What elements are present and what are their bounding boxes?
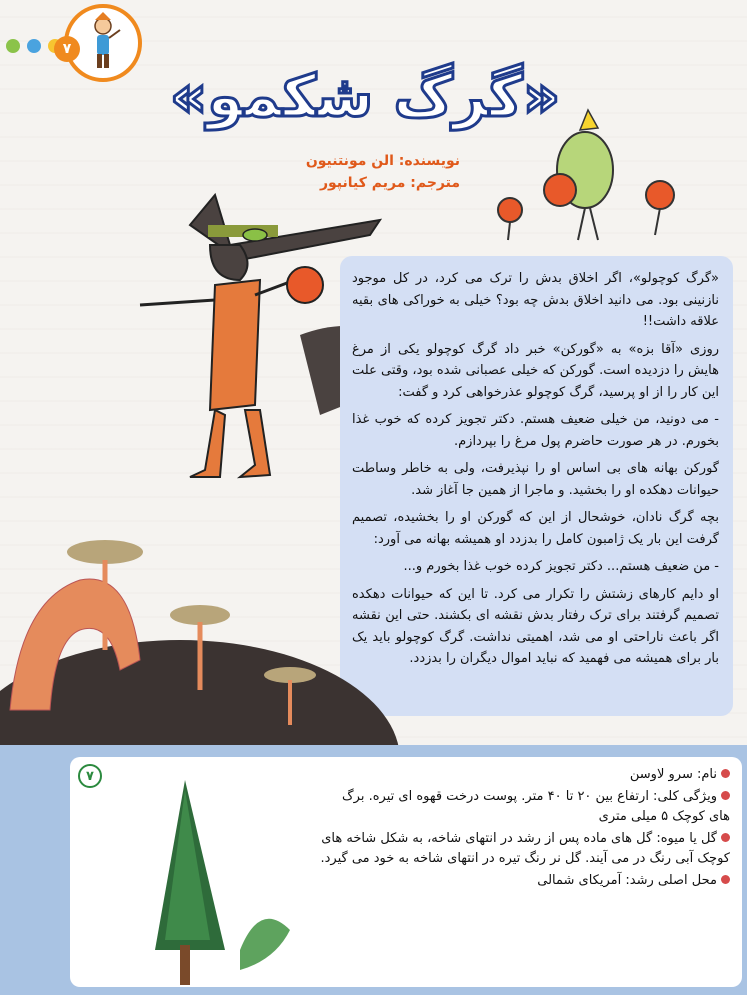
fact-item: ویژگی کلی: ارتفاع بین ۲۰ تا ۴۰ متر. پوست درخت قهوه ای تیره. برگ های کوچک ۵ میلی متری [342, 789, 730, 824]
story-paragraph-6: - من ضعیف هستم... دکتر تجویز کرده خوب غذا بخورم و... [403, 559, 719, 574]
bullet-icon [721, 875, 730, 884]
page-number: ۷ [54, 36, 80, 62]
fact-item: نام: سرو لاوسن [320, 765, 730, 785]
rocks-and-trees-illustration [0, 510, 330, 750]
story-paragraph-7: او دایم کارهای زشتش را تکرار می کرد. تا این که حیوانات دهکده تصمیم گرفتند برای ترک رفتار بدش نقشه ای بکشند. حتی این نقشه اگر باعث ناراحتی او می شد، اهمیتی نداشت. گرگ کوچولو باید یک بار برای همیشه می فهمید که نباید اموال دیگران را بدزدد. [352, 586, 719, 666]
story-paragraph-4: گورکن بهانه های بی اساس او را نپذیرفت، ولی به خاطر وساطت حیوانات دهکده او را بخشید. و ماجرا از همین جا آغاز شد. [352, 461, 719, 498]
story-paragraph-2: روزی «آقا بزه» به «گورکن» خبر داد گرگ کوچولو یکی از مرغ هایش را دزدیده است. گورکن که خیلی عصبانی شده بود، وقتی علت این کار را از او پرسید، گرگ کوچولو عذرخواهی کرد و گفت: [352, 341, 719, 400]
author-line: نویسنده: الن مونتنیون [305, 153, 460, 169]
bullet-icon [721, 833, 730, 842]
bullet-icon [721, 769, 730, 778]
fact-item: محل اصلی رشد: آمریکای شمالی [320, 871, 730, 891]
cypress-tree-illustration [140, 770, 300, 990]
info-number: ۷ [78, 764, 102, 788]
story-paragraph-5: بچه گرگ نادان، خوشحال از این که گورکن او را بخشیده، تصمیم گرفت این بار یک ژامبون کامل را بدزدد او همیشه بهانه می آورد: [352, 510, 719, 547]
story-paragraph-1: «گرگ کوچولو»، اگر اخلاق بدش را ترک می کرد، در کل موجود نازنینی بود. می دانید اخلاق بدش چه بود؟ خیلی به خوراکی های بقیه علاقه داشت!! [352, 271, 719, 329]
story-text-box [340, 256, 733, 716]
translator-line: مترجم: مریم کیانپور [319, 175, 460, 191]
story-title: «گرگ شکمو» [169, 62, 561, 130]
blue-dot [27, 39, 41, 53]
bullet-icon [721, 791, 730, 800]
chickens-illustration [470, 100, 700, 250]
tree-facts-list [320, 765, 730, 893]
story-paragraph-3: - می دونید، من خیلی ضعیف هستم. دکتر تجویز کرده که خوب غذا بخورم. در هر صورت حاضرم پول مرغ را بپردازم. [352, 412, 719, 449]
green-dot [6, 39, 20, 53]
fact-item: گل یا میوه: گل های ماده پس از رشد در انتهای شاخه، به شکل شاخه های کوچک آبی رنگ در می آیند. گل نر رنگ تیره در انتهای شاخه به خود می گیرد. [320, 831, 730, 866]
